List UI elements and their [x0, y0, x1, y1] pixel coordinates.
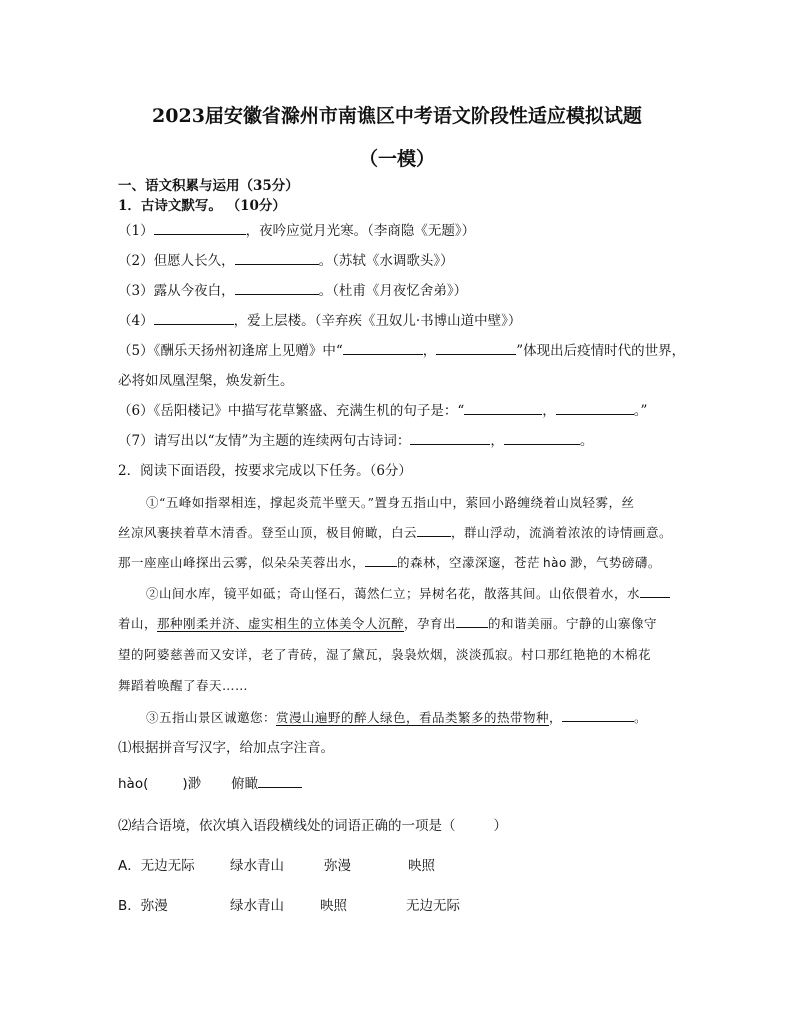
item-number: （6） — [118, 403, 154, 419]
passage-p1-line1: ①“五峰如指翠相连，撑起炎荒半壁天。”置身五指山中，萦回小路缠绕着山岚轻雾，丝 — [146, 495, 635, 510]
passage-p2-line3: 望的阿婆慈善而又安详，老了青砖，湿了黛瓦，袅袅炊烟，淡淡孤寂。村口那红艳艳的木棉花 — [118, 647, 652, 662]
item-number: （5） — [118, 343, 154, 359]
item-text: 。（杜甫《月夜忆舍弟》） — [318, 283, 468, 299]
item-text: 《岳阳楼记》中描写花草繁盛、充满生机的句子是：“ — [153, 403, 465, 419]
item-text: ， — [542, 403, 556, 419]
answer-blank[interactable] — [640, 585, 670, 598]
passage-text: ， — [549, 710, 563, 725]
passage-p2-line4: 舞蹈着唤醒了春天…… — [118, 678, 249, 693]
answer-blank[interactable] — [464, 402, 542, 415]
option-letter: A． — [118, 858, 141, 874]
passage-text: ②山间水库，镜平如砥；奇山怪石，蔼然仁立；异树名花，散落其间。山依偎着水，水 — [146, 586, 641, 601]
answer-blank[interactable] — [417, 524, 451, 537]
answer-blank[interactable] — [343, 342, 423, 355]
answer-blank[interactable] — [258, 775, 302, 788]
passage-p1-line3 — [118, 554, 661, 572]
option-word: 映照 — [320, 898, 347, 914]
item-text: 。（苏轼《水调歌头》） — [318, 253, 454, 269]
q1-item-5 — [118, 342, 685, 360]
answer-blank[interactable] — [504, 432, 580, 445]
item-text: ， — [490, 433, 504, 449]
question-text: ⑵结合语境，依次填入语段横线处的词语正确的一项是（ — [118, 818, 456, 834]
exam-subtitle: （一模） — [358, 148, 435, 170]
passage-text: ③五指山景区诚邀您： — [146, 710, 277, 725]
answer-blank[interactable] — [436, 342, 516, 355]
q1-item-5-cont: 必将如凤凰涅槃，焕发新生。 — [118, 373, 294, 389]
option-word: 绿水青山 — [230, 898, 284, 914]
option-b[interactable] — [118, 897, 460, 915]
q1-item-4 — [118, 312, 521, 330]
item-text: ”体现出后疫情时代的世界， — [516, 343, 686, 359]
q1-item-2 — [118, 252, 454, 270]
item-number: （3） — [118, 283, 154, 299]
sub-question-1-items — [118, 775, 302, 793]
passage-text: 的森林，空濛深邃，苍茫 — [397, 555, 541, 570]
item-number: （4） — [118, 313, 154, 329]
item-number: （2） — [118, 253, 154, 269]
passage-text: 的和谐美丽。宁静的山寨像守 — [488, 616, 658, 631]
option-letter: B． — [118, 898, 141, 914]
underlined-sentence: 赏漫山遍野的醉人绿色，看品类繁多的热带物种 — [276, 710, 550, 725]
answer-blank[interactable] — [235, 282, 319, 295]
passage-p2-line2 — [118, 615, 657, 633]
question-text: ） — [493, 818, 507, 834]
passage-text: 那一座座山峰探出云雾，似朵朵芙蓉出水， — [118, 555, 366, 570]
passage-p2-line1 — [146, 585, 670, 603]
q1-item-7 — [118, 432, 593, 450]
passage-p1-line2 — [118, 524, 672, 542]
option-word: 无边无际 — [406, 898, 460, 914]
passage-text: ，孕育出 — [404, 616, 457, 631]
sub-question-2 — [118, 817, 507, 835]
passage-text: ，群山浮动，流淌着浓浓的诗情画意。 — [451, 525, 673, 540]
item-text: ， — [422, 343, 437, 359]
exam-title: 2023届安徽省滁州市南谯区中考语文阶段性适应模拟试题 — [152, 105, 642, 127]
q1-item-1 — [118, 222, 475, 240]
item-text: ，爱上层楼。（辛弃疾《丑奴儿·书博山道中壁》） — [233, 313, 522, 329]
item-number: （1） — [118, 223, 154, 239]
answer-blank[interactable] — [154, 222, 246, 235]
answer-blank[interactable] — [456, 615, 488, 628]
item-text: 。” — [633, 403, 648, 419]
pinyin-prompt: hào( — [118, 776, 149, 792]
sub-question-1: ⑴根据拼音写汉字，给加点字注音。 — [118, 740, 334, 756]
option-word: 绿水青山 — [230, 858, 284, 874]
q2-heading: 2．阅读下面语段，按要求完成以下任务。（6分） — [118, 463, 412, 479]
answer-blank[interactable] — [410, 432, 490, 445]
passage-text: 着山， — [118, 616, 158, 631]
section1-heading: 一、语文积累与运用（35分） — [118, 178, 299, 194]
passage-text: 渺，气势磅礴。 — [569, 555, 661, 570]
q1-item-3 — [118, 282, 467, 300]
item-text: 。 — [579, 433, 594, 449]
item-text: ，夜吟应觉月光寒。（李商隐《无题》） — [245, 223, 476, 239]
option-word: 映照 — [408, 858, 435, 874]
item-text: 《酬乐天扬州初逢席上见赠》中“ — [153, 343, 343, 359]
answer-blank[interactable] — [556, 402, 634, 415]
answer-blank[interactable] — [154, 312, 234, 325]
item-text: 露从今夜白， — [153, 283, 235, 299]
item-text: 但愿人长久， — [153, 253, 235, 269]
underlined-sentence: 那种刚柔并济、虚实相生的立体美令人沉醉 — [157, 616, 405, 631]
answer-blank[interactable] — [235, 252, 319, 265]
option-a[interactable] — [118, 857, 435, 875]
answer-blank[interactable] — [365, 554, 397, 567]
passage-text: 。 — [634, 710, 648, 725]
item-number: （7） — [118, 433, 154, 449]
option-word: 弥漫 — [324, 858, 351, 874]
item-text: 请写出以“友情”为主题的连续两句古诗词： — [153, 433, 411, 449]
answer-blank[interactable] — [562, 709, 634, 722]
option-word: 无边无际 — [140, 858, 195, 874]
passage-p3 — [146, 709, 647, 727]
annotate-word: 俯瞰 — [231, 776, 259, 792]
passage-text: 丝凉风裹挟着草木清香。登至山顶，极目俯瞰，白云 — [118, 525, 418, 540]
option-word: 弥漫 — [140, 898, 168, 914]
pinyin-hao: hào — [543, 556, 567, 570]
pinyin-prompt: )渺 — [182, 776, 202, 792]
q1-item-6 — [118, 402, 647, 420]
q1-heading: 1．古诗文默写。 （10分） — [118, 198, 286, 214]
